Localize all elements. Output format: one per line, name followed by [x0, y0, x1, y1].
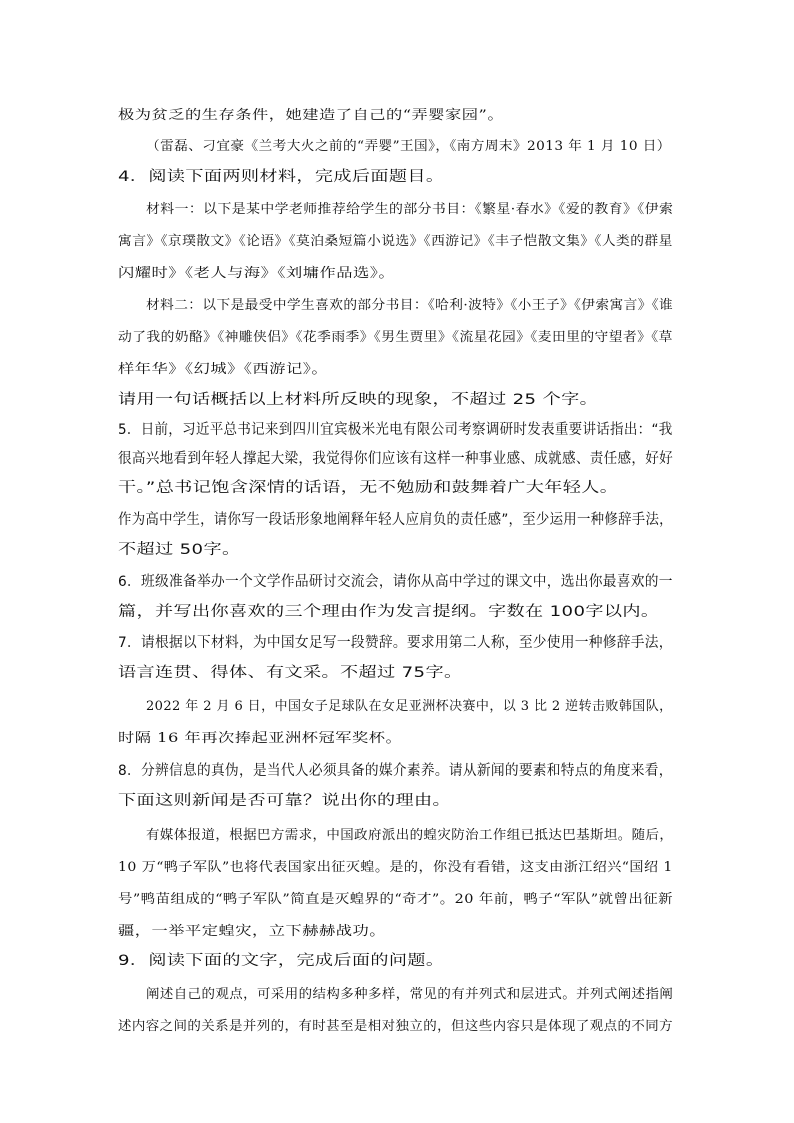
material-one-line: 寓言》《京璞散文》《论语》《莫泊桑短篇小说选》《西游记》《丰子恺散文集》《人类的群星	[118, 234, 673, 249]
question-4-prompt: 请用一句话概括以上材料所反映的现象，不超过 25 个字。	[118, 392, 599, 408]
question-4-heading: 4．阅读下面两则材料，完成后面题目。	[118, 169, 445, 185]
question-6-text: 6．班级准备举办一个文学作品研讨交流会，请你从高中学过的课文中，选出你最喜欢的一	[118, 574, 673, 590]
question-8-text: 8．分辨信息的真伪，是当代人必须具备的媒介素养。请从新闻的要素和特点的角度来看，	[118, 763, 673, 779]
material-line: 时隔 16 年再次捧起亚洲杯冠军奖杯。	[118, 731, 403, 746]
question-6-text: 篇，并写出你喜欢的三个理由作为发言提纲。字数在 100字以内。	[118, 604, 660, 620]
question-5-text: 干。”总书记饱含深情的话语，无不勉励和鼓舞着广大年轻人。	[118, 480, 619, 496]
question-5-text: 作为高中学生，请你写一段话形象地阐释年轻人应肩负的责任感”，至少运用一种修辞手法，	[118, 512, 673, 528]
material-one-line: 材料一：以下是某中学老师推荐给学生的部分书目：《繁星·春水》《爱的教育》《伊索	[146, 202, 674, 217]
question-5-text: 不超过 50字。	[118, 542, 241, 558]
news-line: 疆，一举平定蝗灾，立下赫赫战功。	[118, 924, 387, 939]
question-7-text: 语言连贯、得体、有文采。不超过 75字。	[118, 665, 463, 681]
news-line: 号”鸭苗组成的“鸭子军队”简直是灭蝗界的“奇才”。20 年前，鸭子“军队”就曾出征新	[118, 892, 673, 907]
question-8-text: 下面这则新闻是否可靠？说出你的理由。	[118, 793, 452, 809]
text-line: 极为贫乏的生存条件，她建造了自己的“弄婴家园”。	[118, 108, 505, 123]
question-5-text: 5．日前，习近平总书记来到四川宜宾极米光电有限公司考察调研时发表重要讲话指出：“我	[118, 422, 673, 438]
material-two-line: 样年华》《幻城》《西游记》。	[118, 362, 329, 377]
material-one-line: 闪耀时》《老人与海》《刘墉作品选》。	[118, 266, 396, 281]
question-7-text: 7．请根据以下材料，为中国女足写一段赞辞。要求用第二人称，至少使用一种修辞手法，	[118, 635, 673, 651]
news-line: 有媒体报道，根据巴方需求，中国政府派出的蝗灾防治工作组已抵达巴基斯坦。随后，	[146, 828, 674, 843]
news-line: 10 万“鸭子军队”也将代表国家出征灭蝗。是的，你没有看错，这支由浙江绍兴“国绍 1	[118, 860, 673, 875]
passage-line: 阐述自己的观点，可采用的结构多种多样，常见的有并列式和层进式。并列式阐述指阐	[146, 987, 674, 1002]
question-5-text: 很高兴地看到年轻人撑起大梁，我觉得你们应该有这样一种事业感、成就感、责任感，好好	[118, 451, 673, 467]
passage-line: 述内容之间的关系是并列的，有时甚至是相对独立的，但这些内容只是体现了观点的不同方	[118, 1019, 674, 1034]
source-citation: （雷磊、刁宜豪《兰考大火之前的“弄婴”王国》，《南方周末》2013 年 1 月 10 日）	[146, 139, 671, 154]
question-9-heading: 9．阅读下面的文字，完成后面的问题。	[118, 953, 445, 969]
material-two-line: 动了我的奶酪》《神雕侠侣》《花季雨季》《男生贾里》《流星花园》《麦田里的守望者》《草	[118, 330, 673, 345]
material-two-line: 材料二：以下是最受中学生喜欢的部分书目：《哈利·波特》《小王子》《伊索寓言》《谁	[146, 298, 674, 313]
material-line: 2022 年 2 月 6 日，中国女子足球队在女足亚洲杯决赛中，以 3 比 2 逆转击败韩国队，	[146, 699, 673, 714]
